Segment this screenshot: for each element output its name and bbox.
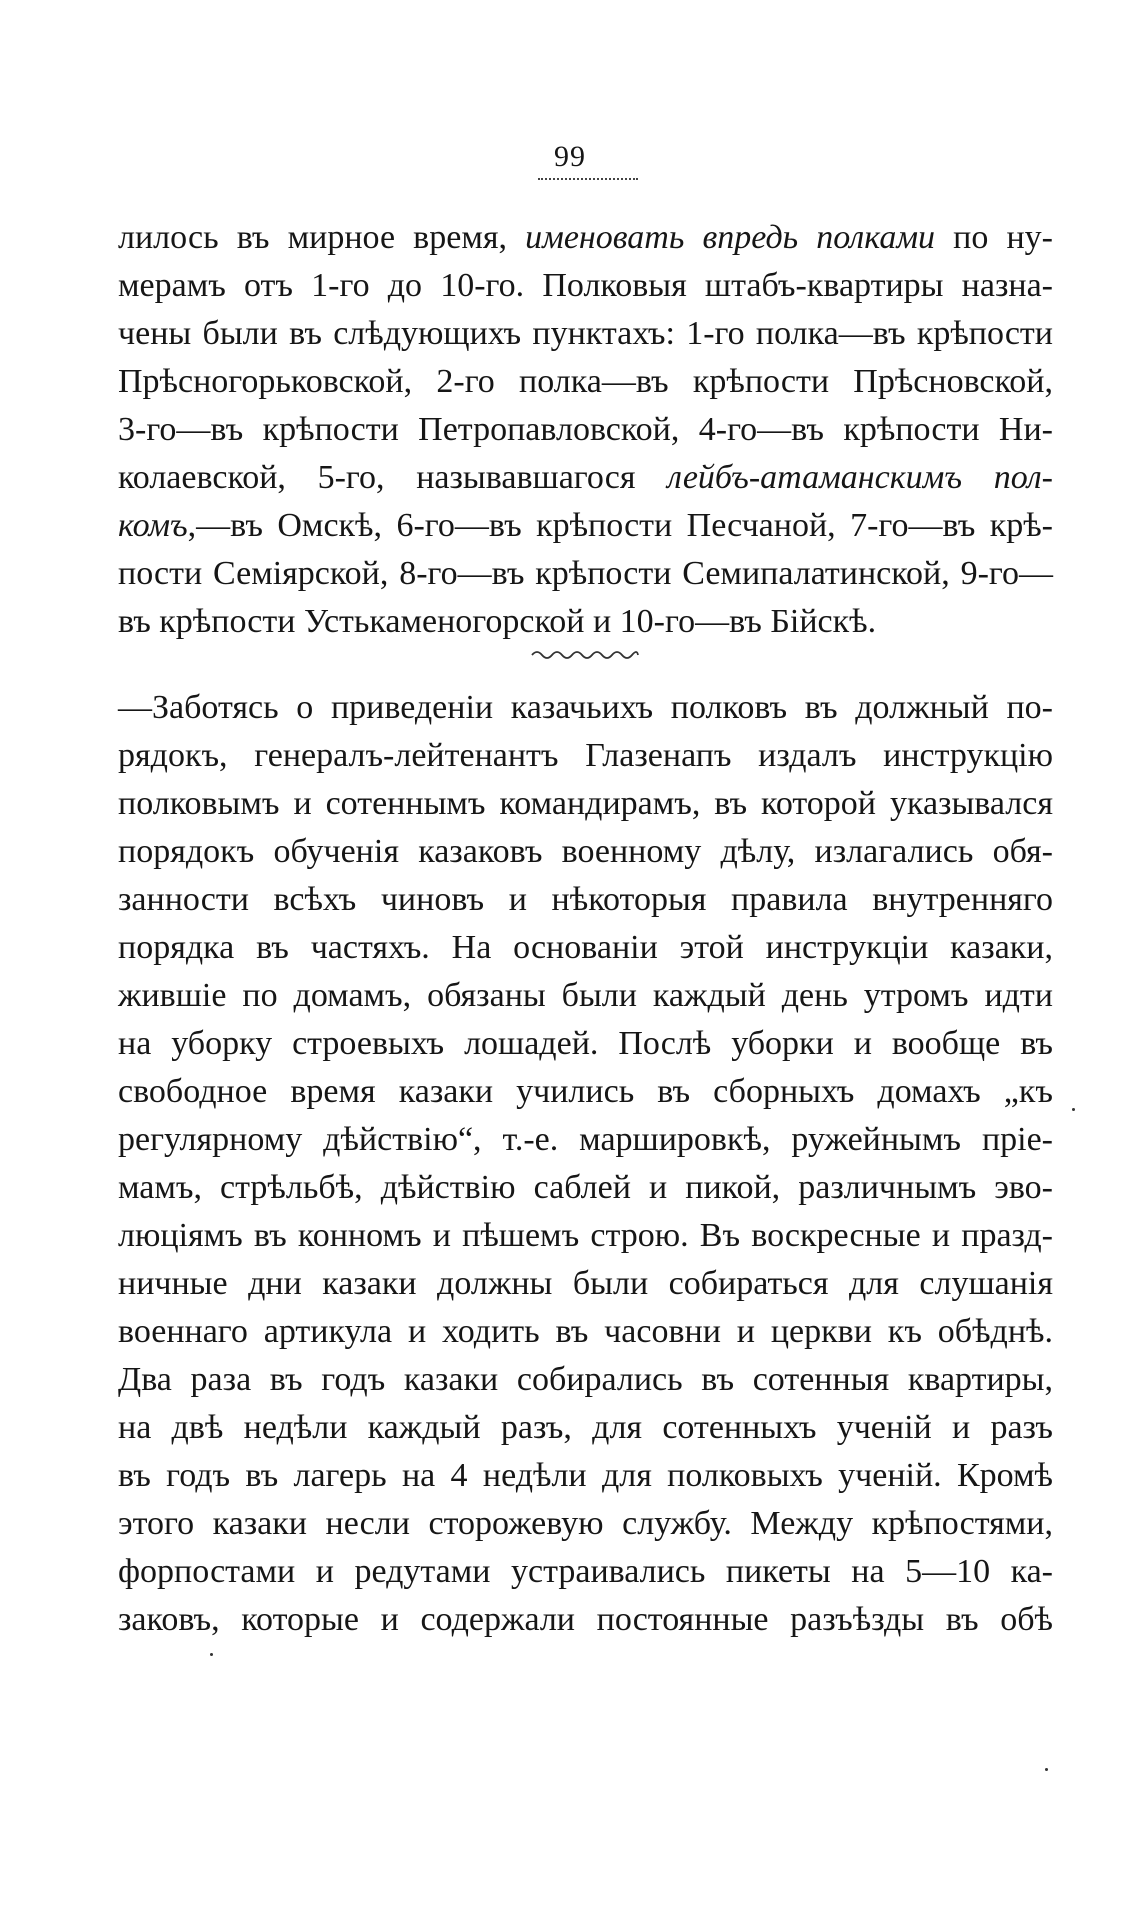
text-span: по ну- bbox=[935, 219, 1053, 256]
text-line bbox=[118, 454, 1053, 502]
italic-span: комъ bbox=[118, 507, 188, 544]
paragraph-regiments bbox=[118, 214, 1053, 646]
text-line: этого казаки несли сторожевую службу. Между крѣпостями, bbox=[118, 1505, 1053, 1542]
text-line bbox=[118, 502, 1053, 550]
page-number: 99 bbox=[554, 140, 586, 173]
text-line: порядокъ обученія казаковъ военному дѣлу, излагались обя- bbox=[118, 833, 1053, 870]
text-line: занности всѣхъ чиновъ и нѣкоторыя правила внутренняго bbox=[118, 881, 1053, 918]
text-line: мерамъ отъ 1-го до 10-го. Полковыя штабъ-квартиры назна- bbox=[118, 267, 1053, 304]
print-speck bbox=[1072, 1108, 1075, 1111]
text-line: мамъ, стрѣльбѣ, дѣйствію саблей и пикой, различнымъ эво- bbox=[118, 1169, 1053, 1206]
text-line: ничные дни казаки должны были собираться для слушанія bbox=[118, 1265, 1053, 1302]
text-line: форпостами и редутами устраивались пикеты на 5—10 ка- bbox=[118, 1553, 1053, 1590]
text-span: ,—въ Омскѣ, 6-го—въ крѣпости Песчаной, 7-го—въ крѣ- bbox=[187, 507, 1053, 544]
text-line: рядокъ, генералъ-лейтенантъ Глазенапъ издалъ инструкцію bbox=[118, 737, 1053, 774]
italic-span: именовать впредь полками bbox=[525, 219, 936, 256]
text-line: свободное время казаки учились въ сборныхъ домахъ „къ bbox=[118, 1073, 1053, 1110]
text-line: въ крѣпости Устькаменогорской и 10-го—въ Бійскѣ. bbox=[118, 603, 877, 640]
text-line bbox=[118, 214, 1053, 262]
paragraph-instruction bbox=[118, 684, 1053, 1644]
text-line: пости Семіярской, 8-го—въ крѣпости Семипалатинской, 9-го— bbox=[118, 555, 1053, 592]
text-span: колаевской, 5-го, называвшагося bbox=[118, 459, 668, 496]
text-line: въ годъ въ лагерь на 4 недѣли для полковыхъ ученій. Кромѣ bbox=[118, 1457, 1053, 1494]
text-line: жившіе по домамъ, обязаны были каждый день утромъ идти bbox=[118, 977, 1053, 1014]
text-line: военнаго артикула и ходить въ часовни и церкви къ обѣднѣ. bbox=[118, 1313, 1053, 1350]
text-line: люціямъ въ конномъ и пѣшемъ строю. Въ воскресные и празд- bbox=[118, 1217, 1053, 1254]
text-line: на двѣ недѣли каждый разъ, для сотенныхъ ученій и разъ bbox=[118, 1409, 1053, 1446]
text-span: лилось въ мирное время, bbox=[118, 219, 526, 256]
page-number-dot-leader bbox=[538, 178, 638, 180]
italic-span: лейбъ-атаманскимъ пол- bbox=[667, 459, 1053, 496]
print-speck bbox=[1045, 1768, 1048, 1771]
text-line: полковымъ и сотеннымъ командирамъ, въ которой указывался bbox=[118, 785, 1053, 822]
print-speck bbox=[210, 1653, 213, 1656]
wavy-divider bbox=[530, 648, 640, 662]
text-line: Два раза въ годъ казаки собирались въ сотенныя квартиры, bbox=[118, 1361, 1053, 1398]
text-line: —Заботясь о приведеніи казачьихъ полковъ въ должный по- bbox=[118, 689, 1053, 726]
text-line: регулярному дѣйствію“, т.-е. маршировкѣ, ружейнымъ пріе- bbox=[118, 1121, 1053, 1158]
text-line: на уборку строевыхъ лошадей. Послѣ уборки и вообще въ bbox=[118, 1025, 1053, 1062]
text-line: чены были въ слѣдующихъ пунктахъ: 1-го полка—въ крѣпости bbox=[118, 315, 1053, 352]
text-line: заковъ, которые и содержали постоянные разъѣзды въ обѣ bbox=[118, 1601, 1053, 1638]
text-line: 3-го—въ крѣпости Петропавловской, 4-го—въ крѣпости Ни- bbox=[118, 411, 1053, 448]
text-line: порядка въ частяхъ. На основаніи этой инструкціи казаки, bbox=[118, 929, 1053, 966]
text-line: Прѣсногорьковской, 2-го полка—въ крѣпости Прѣсновской, bbox=[118, 363, 1053, 400]
